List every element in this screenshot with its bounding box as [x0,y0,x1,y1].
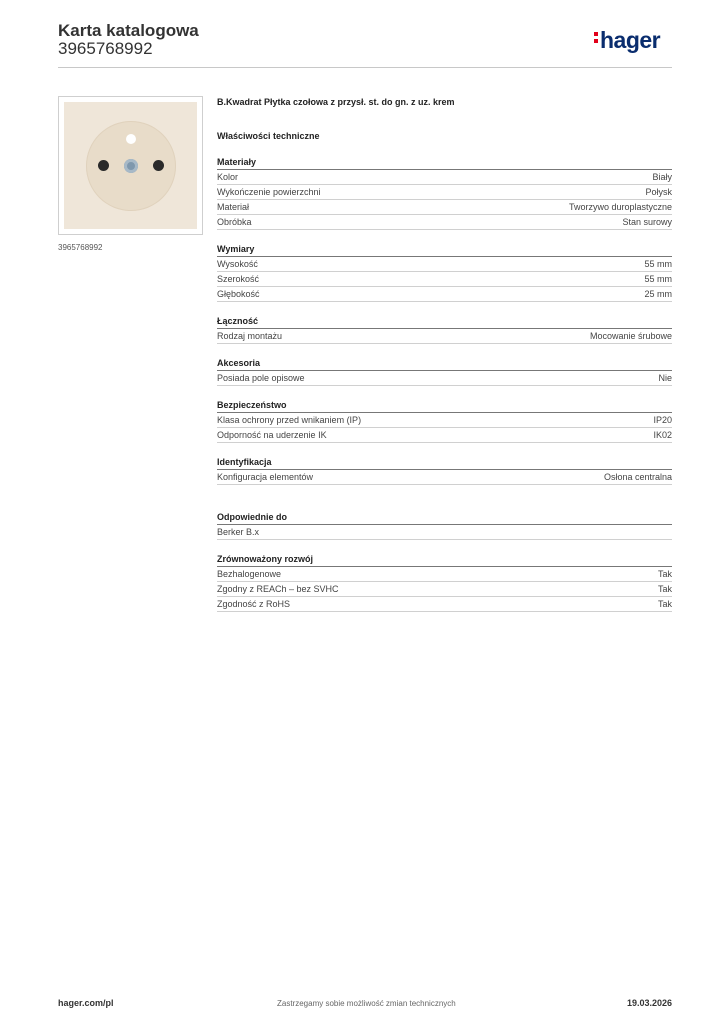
shutter-center [124,159,138,173]
spec-row [217,470,672,485]
header-divider [58,67,672,68]
group-title: Akcesoria [217,357,672,371]
spec-row [217,597,672,612]
group-title: Łączność [217,315,672,329]
spec-label: Zgodność z RoHS [217,599,291,609]
spec-label: Materiał [217,202,250,212]
spec-value: Stan surowy [622,217,672,227]
spec-value: Osłona centralna [603,472,672,482]
group-materialy [217,156,672,230]
product-image [58,96,203,235]
spec-label: Rodzaj montażu [217,331,283,341]
group-akcesoria [217,357,672,386]
spec-label: Odporność na uderzenie IK [217,430,327,440]
spec-label: Obróbka [217,217,252,227]
spec-content [217,97,672,612]
spec-value: Biały [652,172,672,182]
footer-website-link[interactable]: hager.com/pl [58,998,114,1008]
spec-row [217,413,672,428]
spec-row [217,582,672,597]
spec-value: 55 mm [644,274,672,284]
spec-label: Posiada pole opisowe [217,373,305,383]
group-odpowiednie-do [217,511,672,540]
group-bezpieczenstwo [217,399,672,443]
footer-date: 19.03.2026 [626,998,672,1008]
document-code: 3965768992 [58,39,153,58]
hager-logo [594,27,660,54]
group-identyfikacja [217,456,672,485]
spec-value: 25 mm [644,289,672,299]
spec-row [217,200,672,215]
socket-recess [86,121,176,211]
spec-label: Wykończenie powierzchni [217,187,321,197]
document-title: Karta katalogowa [58,21,199,40]
spec-value: Mocowanie śrubowe [589,331,672,341]
group-title: Wymiary [217,243,672,257]
spec-row [217,272,672,287]
spec-value: Tworzywo duroplastyczne [568,202,672,212]
spec-value: IP20 [653,415,672,425]
spec-label: Berker B.x [217,527,260,537]
spec-row [217,567,672,582]
group-wymiary [217,243,672,302]
spec-row [217,287,672,302]
group-title: Identyfikacja [217,456,672,470]
spec-label: Klasa ochrony przed wnikaniem (IP) [217,415,362,425]
spec-row [217,428,672,443]
properties-heading: Właściwości techniczne [217,131,320,141]
right-pin-hole [153,160,164,171]
spec-row [217,525,672,540]
spec-row [217,170,672,185]
spec-row [217,257,672,272]
group-title: Odpowiednie do [217,511,672,525]
spec-label: Bezhalogenowe [217,569,282,579]
spec-row [217,329,672,344]
product-title: B.Kwadrat Płytka czołowa z przysł. st. do gn. z uz. krem [217,97,455,107]
spec-label: Kolor [217,172,239,182]
spec-label: Wysokość [217,259,258,269]
spec-row [217,185,672,200]
spec-value: Tak [657,599,672,609]
earth-pin-hole [126,134,136,144]
spec-row [217,371,672,386]
spec-value: 55 mm [644,259,672,269]
group-title: Materiały [217,156,672,170]
spec-label: Głębokość [217,289,260,299]
group-title: Zrównoważony rozwój [217,553,672,567]
group-lacznosc [217,315,672,344]
spec-row [217,215,672,230]
left-pin-hole [98,160,109,171]
spec-value: Połysk [645,187,672,197]
spec-value: Nie [658,373,672,383]
spec-label: Szerokość [217,274,260,284]
group-title: Bezpieczeństwo [217,399,672,413]
spec-label: Konfiguracja elementów [217,472,314,482]
spec-value: Tak [657,584,672,594]
spec-value: Tak [657,569,672,579]
logo-text: hager [600,27,661,53]
spec-value: IK02 [653,430,672,440]
socket-plate-image [64,102,197,229]
footer-notice: Zastrzegamy sobie możliwość zmian technicznych [277,999,456,1008]
spec-label: Zgodny z REACh – bez SVHC [217,584,339,594]
group-zrownowazony-rozwoj [217,553,672,612]
logo-colon-icon [594,29,598,46]
image-caption: 3965768992 [58,243,103,252]
